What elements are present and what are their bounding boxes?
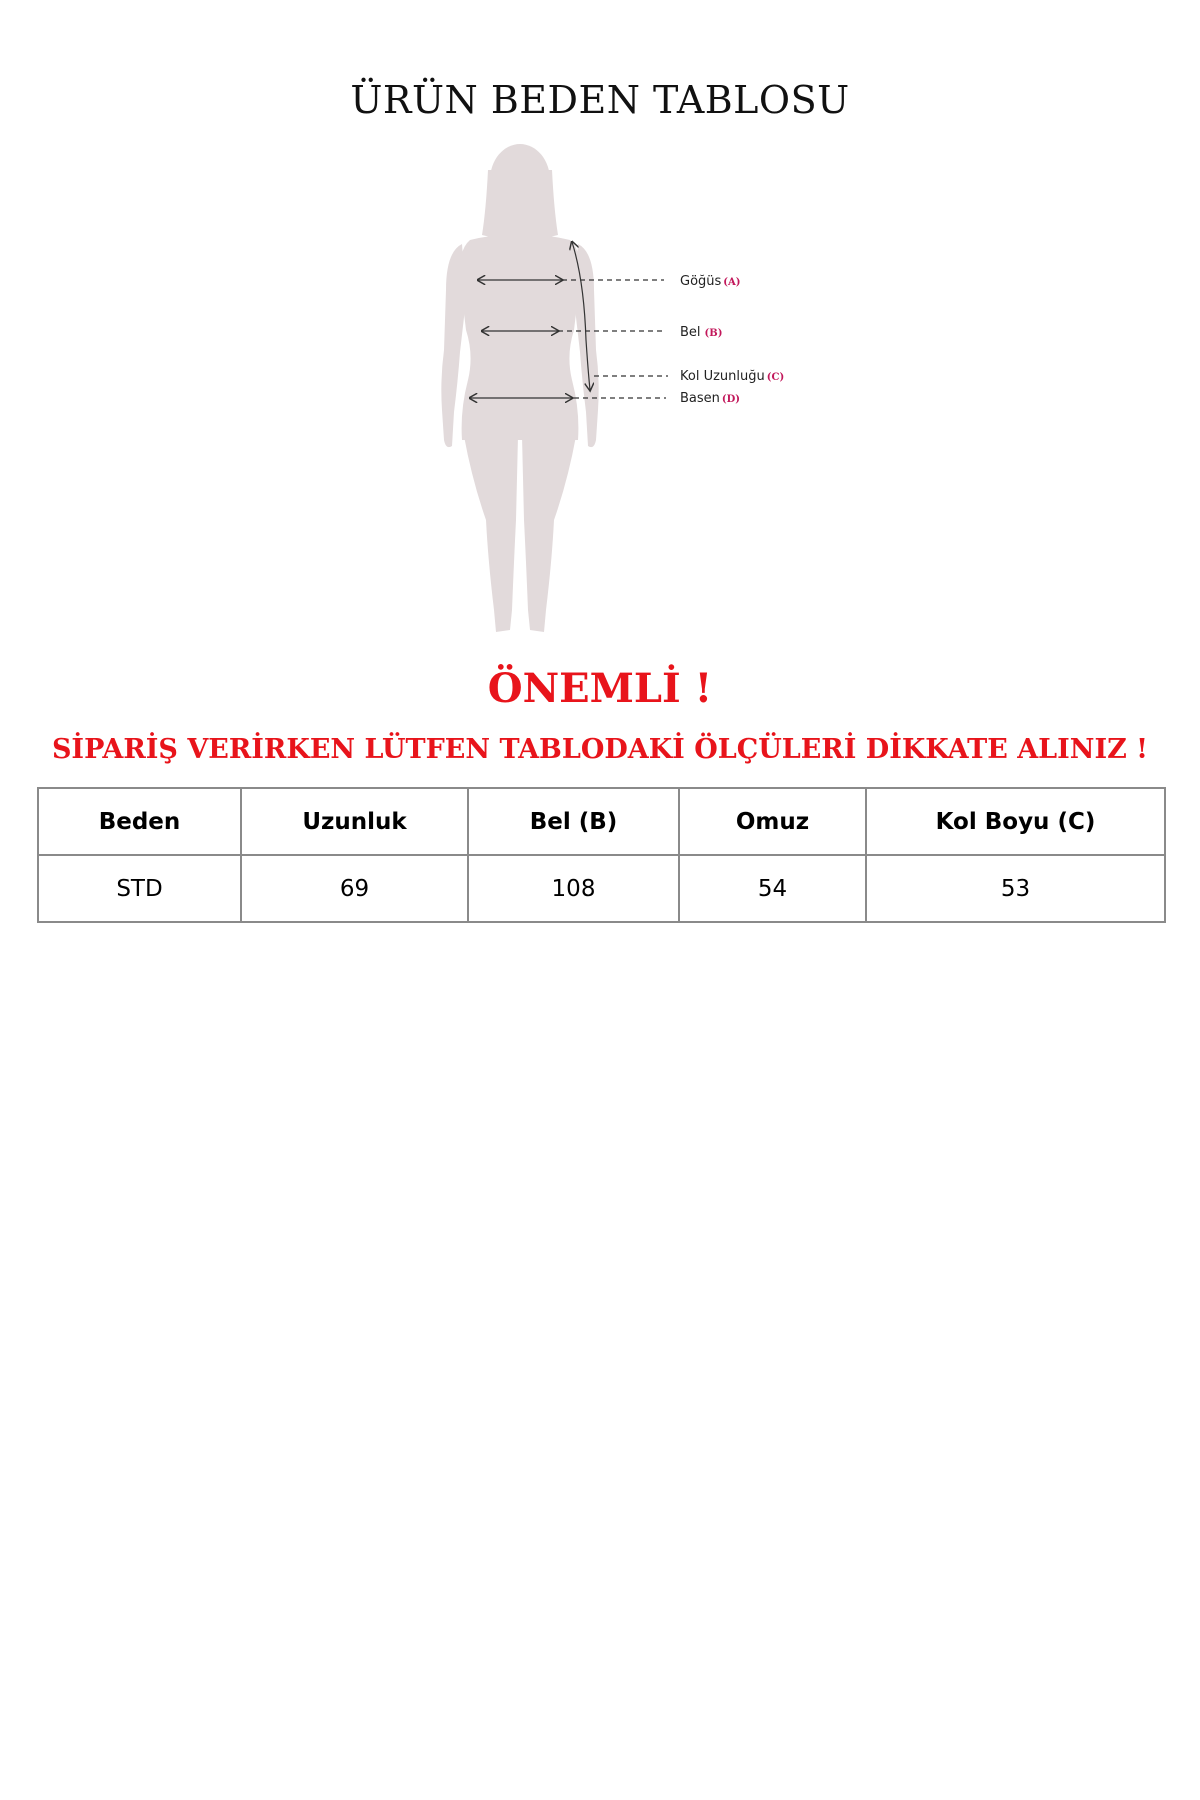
important-heading: ÖNEMLİ ! [487, 665, 713, 712]
measurement-labels [680, 274, 784, 406]
column-header-size: Beden [38, 788, 241, 855]
silhouette-illustration [0, 140, 1200, 640]
size-table [37, 787, 1166, 923]
column-header-length: Uzunluk [241, 788, 468, 855]
cell-length: 69 [241, 855, 468, 922]
measure-label-waist: Bel (B) [680, 325, 723, 340]
column-header-sleeve: Kol Boyu (C) [866, 788, 1165, 855]
cell-sleeve: 53 [866, 855, 1165, 922]
woman-silhouette [441, 144, 598, 632]
measure-label-hip: Basen (D) [680, 391, 741, 406]
order-warning-message: SİPARİŞ VERİRKEN LÜTFEN TABLODAKİ ÖLÇÜLERİ DİKKATE ALINIZ ! [51, 734, 1149, 765]
cell-waist: 108 [468, 855, 679, 922]
page-title: ÜRÜN BEDEN TABLOSU [350, 78, 850, 122]
measure-label-chest: Göğüs (A) [680, 274, 741, 289]
body-measurement-diagram [0, 140, 1200, 640]
cell-size: STD [38, 855, 241, 922]
cell-shoulder: 54 [679, 855, 866, 922]
table-row [38, 855, 1165, 922]
measure-label-sleeve: Kol Uzunluğu (C) [680, 369, 785, 384]
column-header-waist: Bel (B) [468, 788, 679, 855]
table-header-row [38, 788, 1165, 855]
column-header-shoulder: Omuz [679, 788, 866, 855]
